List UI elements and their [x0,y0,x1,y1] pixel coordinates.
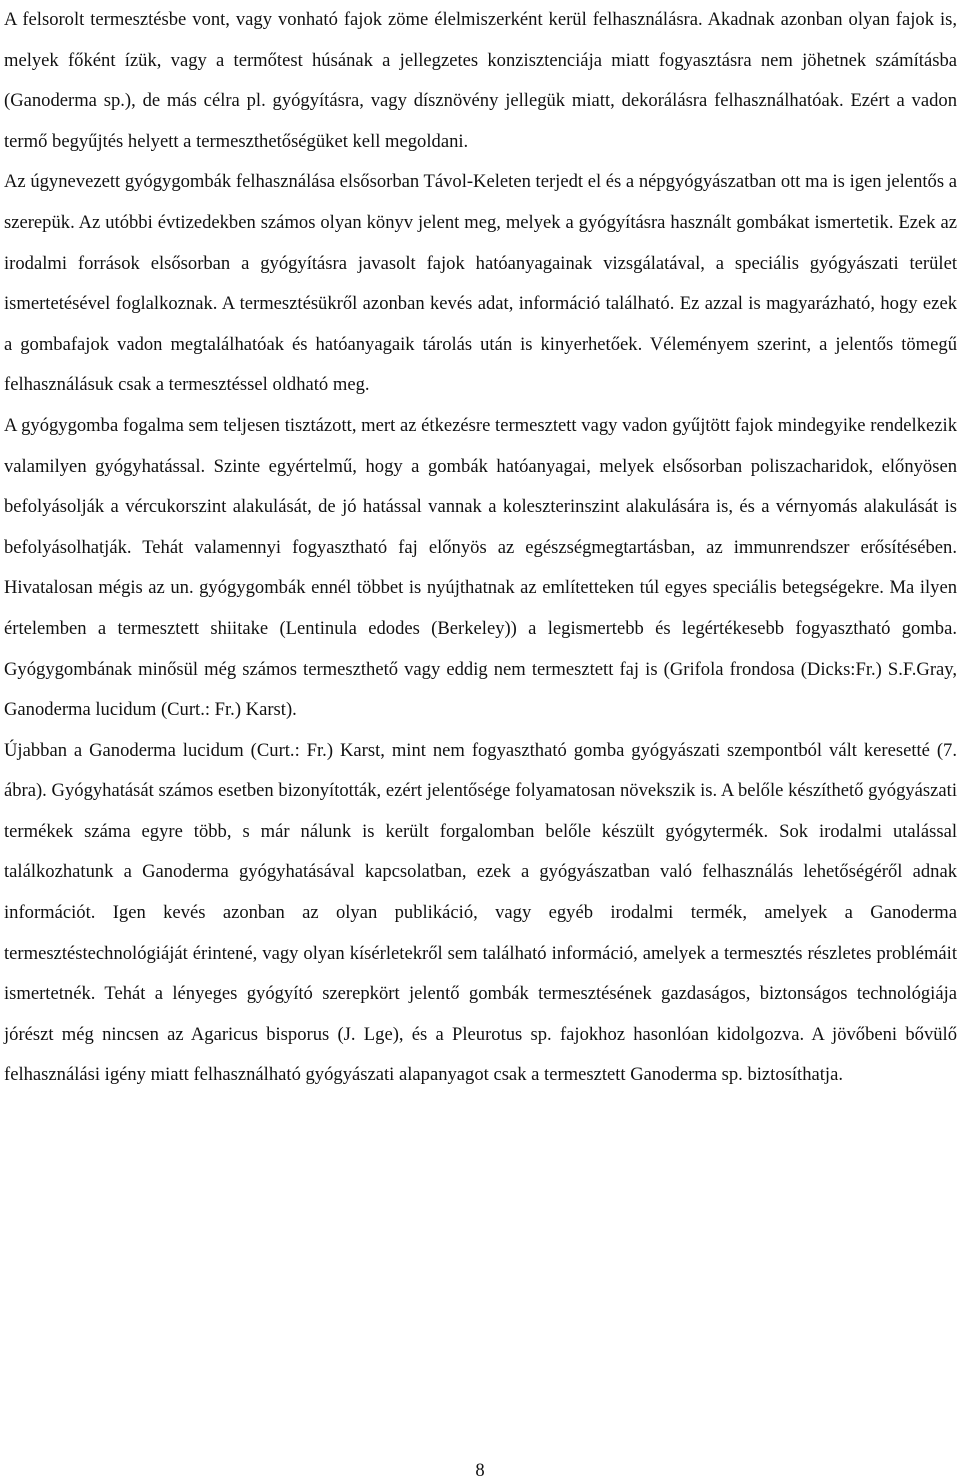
paragraph-cultivated-species: A felsorolt termesztésbe vont, vagy vonható fajok zöme élelmiszerként kerül felhasználásra. Akadnak azonban olyan fajok is, melyek főként ízük, vagy a termőtest húsának a jellegzetes konzisztenciája miatt fogyasztásra nem jöhetnek számításba (Ganoderma sp.), de más célra pl. gyógyításra, vagy dísznövény jellegük miatt, dekorálásra felhasználhatóak. Ezért a vadon termő begyűjtés helyett a termeszthetőségüket kell megoldani. [4,9,957,152]
paragraph-medicinal-mushrooms: Az úgynevezett gyógygombák felhasználása elsősorban Távol-Keleten terjedt el és a népgyógyászatban ott ma is igen jelentős a szerepük. Az utóbbi évtizedekben számos olyan könyv jelent meg, melyek a gyógyításra használt gombákat ismertetik. Ezek az irodalmi források elsősorban a gyógyításra javasolt fajok hatóanyagainak vizsgálatával, a speciális gyógyászati terület ismertetésével foglalkoznak. A termesztésükről azonban kevés adat, információ található. Ez azzal is magyarázható, hogy ezek a gombafajok vadon megtalálhatóak és hatóanyagaik tárolás után is kinyerhetőek. Véleményem szerint, a jelentős tömegű felhasználásuk csak a termesztéssel oldható meg. [4,171,957,396]
paragraph-medicinal-concept: A gyógygomba fogalma sem teljesen tisztázott, mert az étkezésre termesztett vagy vadon gyűjtött fajok mindegyike rendelkezik valamilyen gyógyhatással. Szinte egyértelmű, hogy a gombák hatóanyagai, melyek elsősorban poliszacharidok, előnyösen befolyásolják a vércukorszint alakulását, de jó hatással vannak a koleszterinszint alakulására is, és a vérnyomás alakulását is befolyásolhatják. Tehát valamennyi fogyasztható faj előnyös az egészségmegtartásban, az immunrendszer erősítésében. Hivatalosan mégis az un. gyógygombák ennél többet is nyújthatnak az említetteken túl egyes speciális betegségekre. Ma ilyen értelemben a termesztett shiitake (Lentinula edodes (Berkeley)) a legismertebb és legértékesebb fogyasztható gomba. Gyógygombának minősül még számos termeszthető vagy eddig nem termesztett faj is (Grifola frondosa (Dicks:Fr.) S.F.Gray, Ganoderma lucidum (Curt.: Fr.) Karst). [4,414,957,721]
document-body [4,0,957,1096]
page-number: 8 [475,1460,485,1481]
paragraph-ganoderma: Újabban a Ganoderma lucidum (Curt.: Fr.) Karst, mint nem fogyasztható gomba gyógyászati szempontból vált keresetté (7. ábra). Gyógyhatását számos esetben bizonyították, ezért jelentősége folyamatosan növekszik is. A belőle készíthető gyógyászati termékek száma egyre több, s már nálunk is került forgalomban belőle készült gyógytermék. Sok irodalmi utalással találkozhatunk a Ganoderma gyógyhatásával kapcsolatban, ezek a gyógyászatban való felhasználás lehetőségéről adnak információt. Igen kevés azonban az olyan publikáció, vagy egyéb irodalmi termék, amelyek a Ganoderma termesztéstechnológiáját érintené, vagy olyan kísérletekről sem található információ, amelyek a termesztés részletes problémáit ismertetnék. Tehát a lényeges gyógyító szerepkört jelentő gombák termesztésének gazdaságos, biztonságos technológiája jórészt még nincsen az Agaricus bisporus (J. Lge), és a Pleurotus sp. fajokhoz hasonlóan kidolgozva. A jövőbeni bővülő felhasználási igény miatt felhasználható gyógyászati alapanyagot csak a termesztett Ganoderma sp. biztosíthatja. [4,739,957,1086]
